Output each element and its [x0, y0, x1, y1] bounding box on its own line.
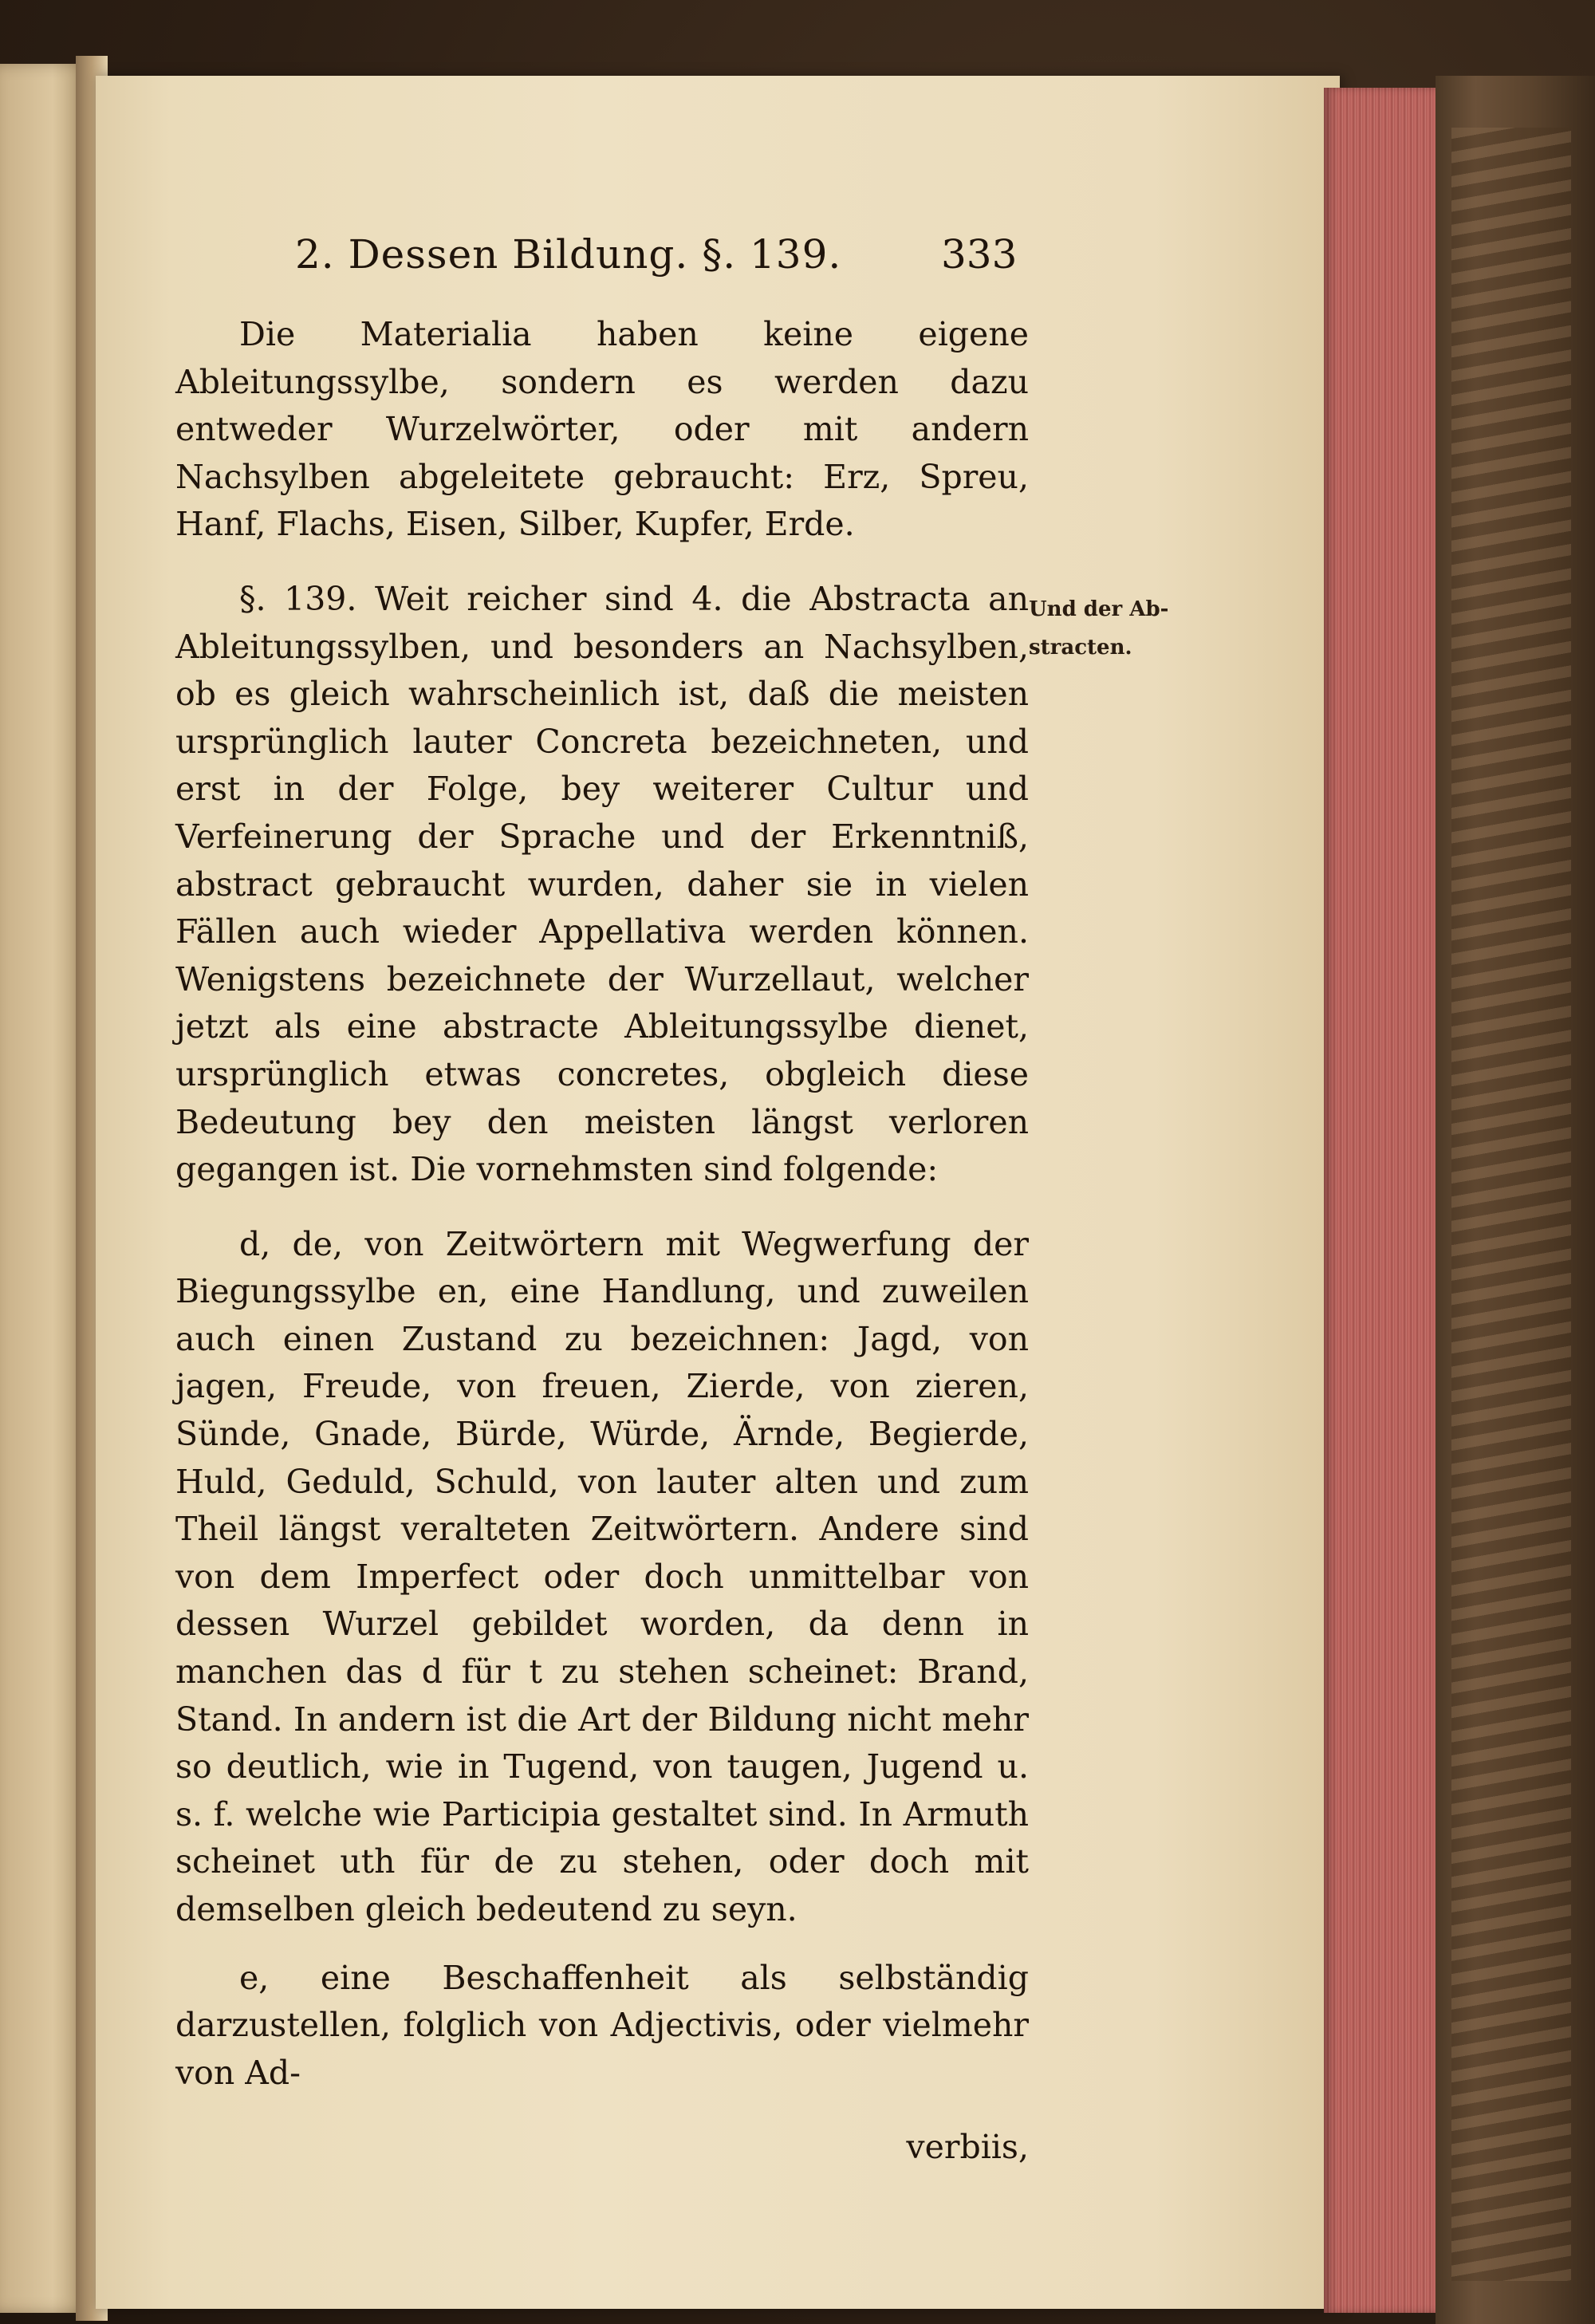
- margin-note: [1029, 590, 1188, 667]
- previous-page-edge: [0, 64, 88, 2313]
- catchword: verbiis,: [906, 2128, 1029, 2167]
- page-number: 333: [941, 231, 1018, 278]
- paragraph-e: e, eine Beschaffenheit als selbständig darzustellen, folglich von Adjectivis, oder vielmehr von Ad-: [175, 1958, 1029, 2092]
- running-head: 2. Dessen Bildung. §. 139.: [295, 231, 842, 278]
- paragraph-section-139: §. 139. Weit reicher sind 4. die Abstracta an Ableitungssylben, und besonders an Nachsylben, ob es gleich wahrscheinlich ist, daß die meisten ursprünglich lauter Concreta bezeichneten, und erst in der Folge, bey weiterer Cultur und Verfeinerung der Sprache und der Erkenntniß, abstract gebraucht wurden, daher sie in vielen Fällen auch wieder Appellativa werden können. Wenigstens bezeichnete der Wurzellaut, welcher jetzt als eine abstracte Ableitungssylbe dienet, ursprünglich etwas concretes, obgleich diese Bedeutung bey den meisten längst verloren gegangen ist. Die vornehmsten sind folgende:: [175, 579, 1029, 1189]
- margin-note-line-2: stracten.: [1029, 636, 1132, 660]
- page-block-edge: [1324, 88, 1443, 2313]
- cover-marbling: [1451, 128, 1571, 2281]
- margin-note-line-1: Und der Ab-: [1029, 597, 1169, 621]
- paragraph-d-de: d, de, von Zeitwörtern mit Wegwerfung der Biegungssylbe en, eine Handlung, und zuweilen auch einen Zustand zu bezeichnen: Jagd, von jagen, Freude, von freuen, Zierde, von zieren, Sünde, Gnade, Bürde, Würde, Ärnde, Begierde, Huld, Geduld, Schuld, von lauter alten und zum Theil längst veralteten Zeitwörtern. Andere sind von dem Imperfect oder doch unmittelbar von dessen Wurzel gebildet worden, da denn in manchen das d für t zu stehen scheinet: Brand, Stand. In andern ist die Art der Bildung nicht mehr so deutlich, wie in Tugend, von taugen, Jugend u. s. f. welche wie Participia gestaltet sind. In Armuth scheinet uth für de zu stehen, oder doch mit demselben gleich bedeutend zu seyn.: [175, 1224, 1029, 1928]
- page-body: [175, 311, 1029, 2172]
- paragraph-materialia: Die Materialia haben keine eigene Ableitungssylbe, sondern es werden dazu entweder Wurzelwörter, oder mit andern Nachsylben abgeleitete gebraucht: Erz, Spreu, Hanf, Flachs, Eisen, Silber, Kupfer, Erde.: [175, 315, 1029, 544]
